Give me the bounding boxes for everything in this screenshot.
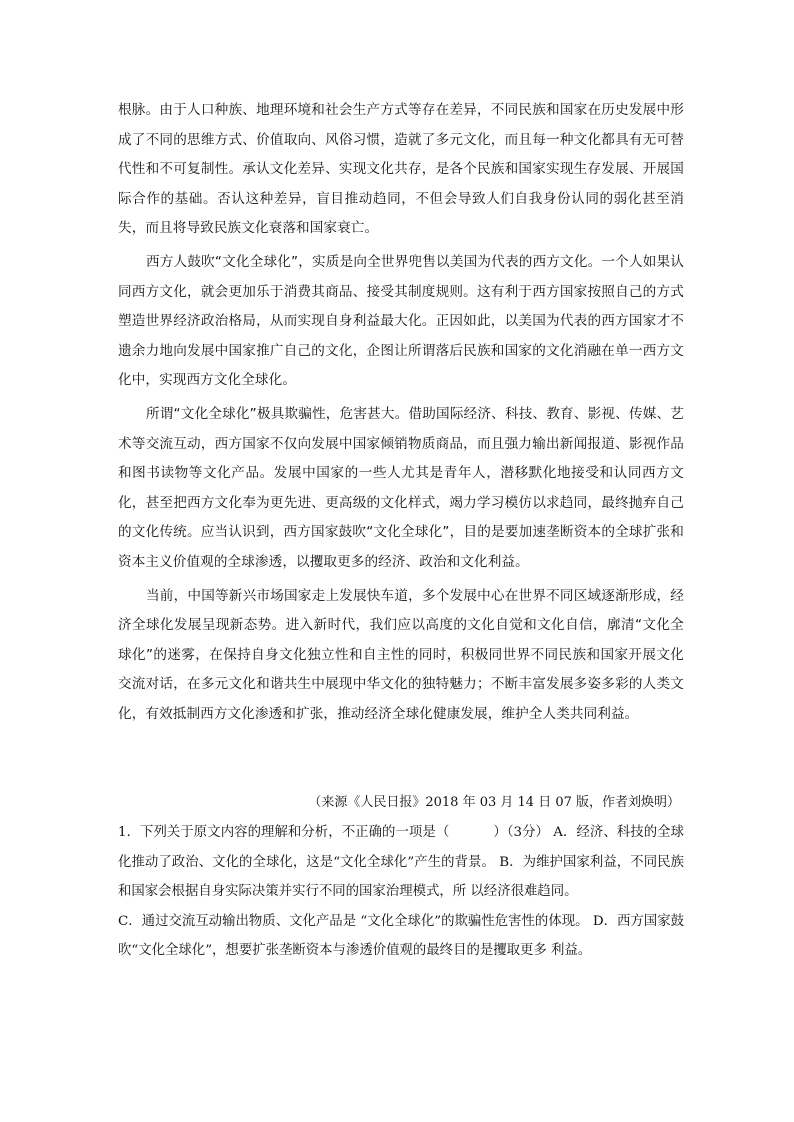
option-b: B．为维护国家利益，不同民族和国家会根据自身实际决策并实行不同的国家治理模式，所 以经济很难趋同。 xyxy=(118,854,684,900)
essay-body xyxy=(118,96,684,733)
question-1-stem-start: 1．下列关于原文内容的理解和分析，不正确的一项是（ xyxy=(118,825,450,840)
question-1-options-cd xyxy=(118,907,684,966)
source-citation: （来源《人民日报》2018 年 03 月 14 日 07 版，作者刘焕明） xyxy=(308,795,680,810)
option-d: D．西方国家鼓吹“文化全球化”，想要扩张垄断资本与渗透价值观的最终目的是攫取更多 利益。 xyxy=(118,913,684,959)
essay-paragraph-3: 所谓“文化全球化”极具欺骗性，危害甚大。借助国际经济、科技、教育、影视、传媒、艺术等交流互动，西方国家不仅向发展中国家倾销物质商品，而且强力输出新闻报道、影视作品和图书读物等文化产品。发展中国家的一些人尤其是青年人，潜移默化地接受和认同西方文化，甚至把西方文化奉为更先进、更高级的文化样式，竭力学习模仿以求趋同，最终抛弃自己的文化传统。应当认识到，西方国家鼓吹“文化全球化”，目的是要加速垄断资本的全球扩张和资本主义价值观的全球渗透，以攫取更多的经济、政治和文化利益。 xyxy=(118,405,684,570)
essay-paragraph-2: 西方人鼓吹“文化全球化”，实质是向全世界兜售以美国为代表的西方文化。一个人如果认同西方文化，就会更加乐于消费其商品、接受其制度规则。这有利于西方国家按照自己的方式塑造世界经济政治格局，从而实现自身利益最大化。正因如此，以美国为代表的西方国家才不遗余力地向发展中国家推广自己的文化，企图让所谓落后民族和国家的文化消融在单一西方文化中，实现西方文化全球化。 xyxy=(118,253,684,389)
essay-paragraph-4: 当前，中国等新兴市场国家走上发展快车道，多个发展中心在世界不同区域逐渐形成，经济全球化发展呈现新态势。进入新时代，我们应以高度的文化自觉和文化自信，廓清“文化全球化”的迷雾，在保持自身文化独立性和自主性的同时，积极同世界不同民族和国家开展文化交流对话，在多元文化和谐共生中展现中华文化的独特魅力；不断丰富发展多姿多彩的人类文化，有效抵制西方文化渗透和扩张，推动经济全球化健康发展，维护全人类共同利益。 xyxy=(118,587,684,722)
option-c: C．通过交流互动输出物质、文化产品是 “文化全球化”的欺骗性危害性的体现。 xyxy=(118,913,589,929)
question-1-body xyxy=(118,818,684,907)
option-a: A．经济、科技的全球化推动了政治、文化的全球化，这是“文化全球化”产生的背景。 xyxy=(118,825,684,870)
question-1 xyxy=(118,818,684,966)
question-1-stem-end: ）（3分） xyxy=(493,825,549,840)
essay-paragraph-1: 根脉。由于人口种族、地理环境和社会生产方式等存在差异，不同民族和国家在历史发展中形成了不同的思维方式、价值取向、风俗习惯，造就了多元文化，而且每一种文化都具有无可替代性和不可复制性。承认文化差异、实现文化共存，是各个民族和国家实现生存发展、开展国际合作的基础。否认这种差异，盲目推动趋同，不但会导致人们自我身份认同的弱化甚至消失，而且将导致民族文化衰落和国家衰亡。 xyxy=(118,102,684,237)
